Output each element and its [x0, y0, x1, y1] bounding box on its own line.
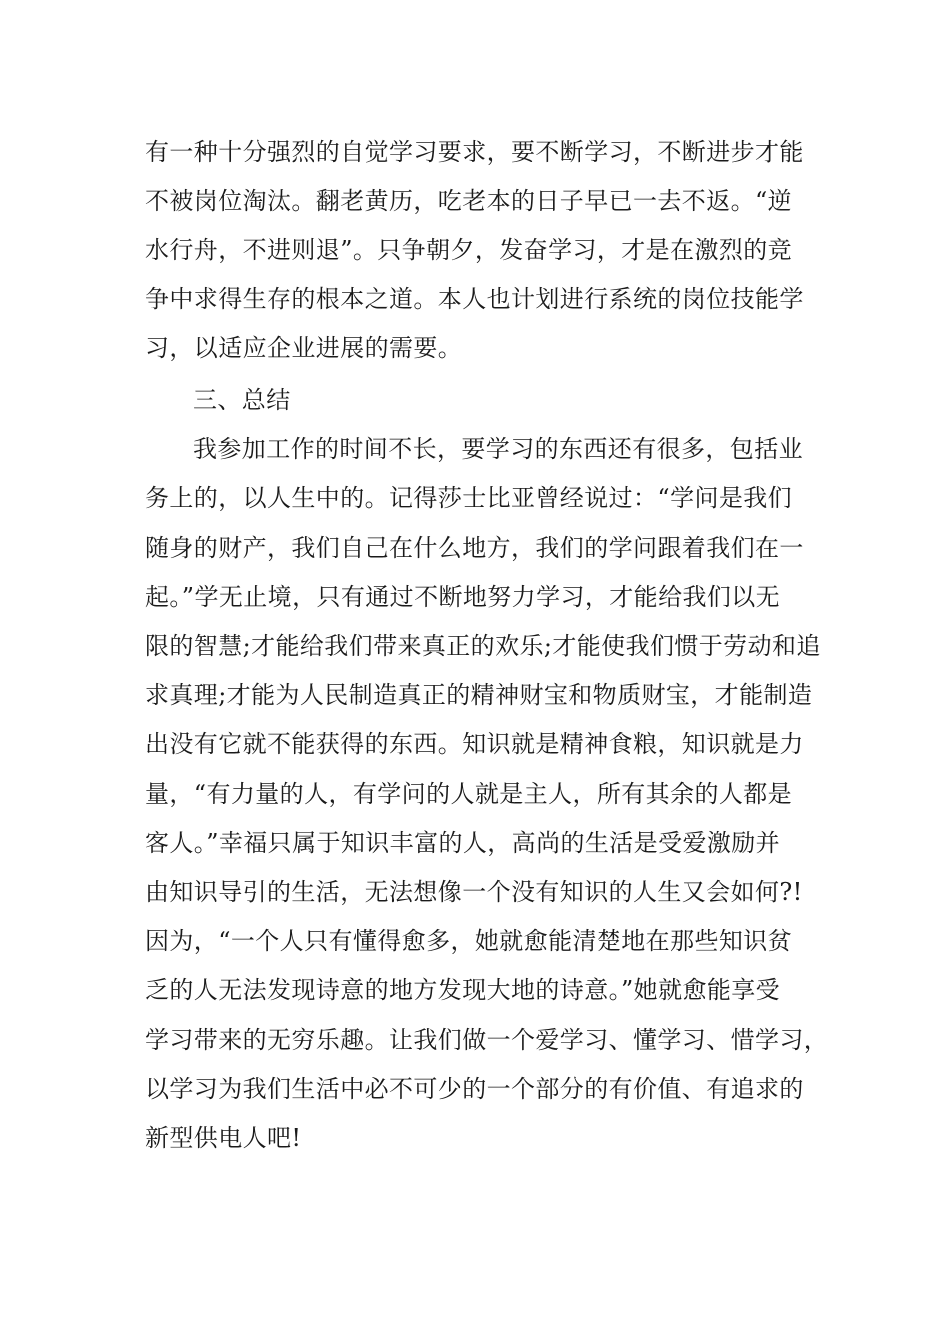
text-line: 不被岗位淘汰。翻老黄历，吃老本的日子早已一去不返。“逆 [145, 187, 793, 215]
text-line: 争中求得生存的根本之道。本人也计划进行系统的岗位技能学 [145, 285, 804, 313]
text-line: 因为，“一个人只有懂得愈多，她就愈能清楚地在那些知识贫 [145, 927, 793, 955]
text-line: 新型供电人吧! [145, 1124, 302, 1152]
text-line: 学习带来的无穷乐趣。让我们做一个爱学习、懂学习、惜学习， [145, 1026, 829, 1054]
text-line: 出没有它就不能获得的东西。知识就是精神食粮，知识就是力 [145, 730, 804, 758]
text-line: 起。”学无止境，只有通过不断地努力学习，才能给我们以无 [145, 583, 781, 611]
text-line: 我参加工作的时间不长，要学习的东西还有很多，包括业 [193, 435, 803, 463]
text-line: 有一种十分强烈的自觉学习要求，要不断学习，不断进步才能 [145, 138, 804, 166]
text-line: 求真理;才能为人民制造真正的精神财宝和物质财宝，才能制造 [145, 681, 813, 709]
text-line: 水行舟，不进则退”。只争朝夕，发奋学习，才是在激烈的竞 [145, 236, 793, 264]
text-line: 限的智慧;才能给我们带来真正的欢乐;才能使我们惯于劳动和追 [145, 632, 821, 660]
text-line: 量，“有力量的人，有学问的人就是主人，所有其余的人都是 [145, 780, 793, 808]
text-line: 随身的财产，我们自己在什么地方，我们的学问跟着我们在一 [145, 534, 804, 562]
text-line: 务上的，以人生中的。记得莎士比亚曾经说过：“学问是我们 [145, 484, 793, 512]
section-heading: 三、总结 [193, 386, 291, 414]
text-line: 由知识导引的生活，无法想像一个没有知识的人生又会如何?! [145, 878, 803, 906]
text-line: 乏的人无法发现诗意的地方发现大地的诗意。”她就愈能享受 [145, 976, 781, 1004]
text-line: 客人。”幸福只属于知识丰富的人，高尚的生活是受爱激励并 [145, 829, 781, 857]
text-line: 习，以适应企业进展的需要。 [145, 334, 463, 362]
text-line: 以学习为我们生活中必不可少的一个部分的有价值、有追求的 [145, 1075, 804, 1103]
